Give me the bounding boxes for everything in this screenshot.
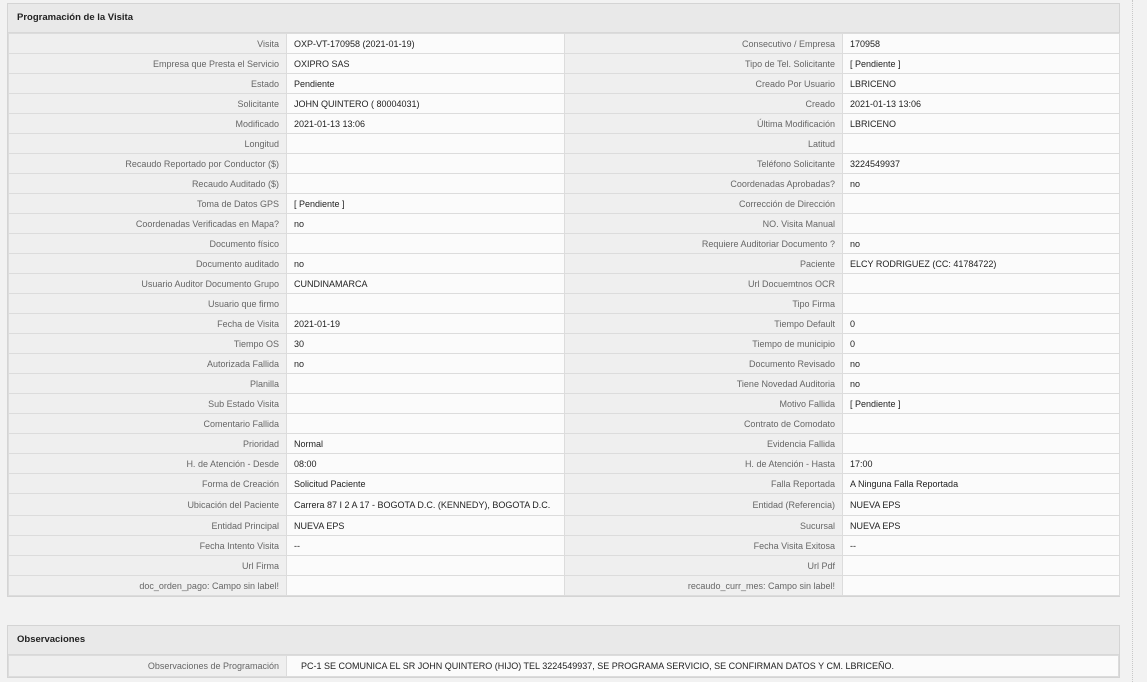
detail-row [9, 354, 1120, 374]
detail-row [9, 174, 1120, 194]
field-value: NUEVA EPS [843, 516, 1120, 536]
field-label: Fecha de Visita [9, 314, 287, 334]
detail-row [9, 194, 1120, 214]
field-value: 0 [843, 314, 1120, 334]
detail-row [9, 94, 1120, 114]
field-value [843, 576, 1120, 596]
field-value: 2021-01-13 13:06 [287, 114, 565, 134]
field-value [287, 556, 565, 576]
detail-row [9, 494, 1120, 516]
field-label: Comentario Fallida [9, 414, 287, 434]
field-label: Recaudo Auditado ($) [9, 174, 287, 194]
field-label: Autorizada Fallida [9, 354, 287, 374]
detail-row [9, 434, 1120, 454]
detail-row [9, 454, 1120, 474]
field-value: Solicitud Paciente [287, 474, 565, 494]
field-value: -- [843, 536, 1120, 556]
field-value: OXIPRO SAS [287, 54, 565, 74]
field-value: Normal [287, 434, 565, 454]
field-value [843, 274, 1120, 294]
field-label: Coordenadas Aprobadas? [565, 174, 843, 194]
detail-row [9, 74, 1120, 94]
dotted-scroll-guide [1132, 0, 1133, 682]
field-value: 08:00 [287, 454, 565, 474]
field-label: Url Docuemtnos OCR [565, 274, 843, 294]
detail-row [9, 134, 1120, 154]
field-value [287, 234, 565, 254]
field-label: Fecha Visita Exitosa [565, 536, 843, 556]
field-value: no [843, 174, 1120, 194]
field-label: Usuario que firmo [9, 294, 287, 314]
field-label: Teléfono Solicitante [565, 154, 843, 174]
field-value: no [287, 354, 565, 374]
field-label: Modificado [9, 114, 287, 134]
field-label: Url Firma [9, 556, 287, 576]
field-value: A Ninguna Falla Reportada [843, 474, 1120, 494]
field-label: Sucursal [565, 516, 843, 536]
field-label: Coordenadas Verificadas en Mapa? [9, 214, 287, 234]
field-value: 30 [287, 334, 565, 354]
field-label: Tiempo de municipio [565, 334, 843, 354]
field-label: Contrato de Comodato [565, 414, 843, 434]
programacion-panel [7, 3, 1120, 597]
field-label: Falla Reportada [565, 474, 843, 494]
field-value [287, 134, 565, 154]
detail-row [9, 254, 1120, 274]
detail-row [9, 34, 1120, 54]
field-label: Visita [9, 34, 287, 54]
field-label: Sub Estado Visita [9, 394, 287, 414]
observaciones-panel [7, 625, 1120, 678]
field-label: Creado [565, 94, 843, 114]
field-label: Evidencia Fallida [565, 434, 843, 454]
field-label: Url Pdf [565, 556, 843, 576]
detail-row [9, 516, 1120, 536]
field-label: doc_orden_pago: Campo sin label! [9, 576, 287, 596]
field-value [287, 374, 565, 394]
field-label: Longitud [9, 134, 287, 154]
detail-row [9, 474, 1120, 494]
field-value [287, 294, 565, 314]
field-label: Fecha Intento Visita [9, 536, 287, 556]
field-value: 170958 [843, 34, 1120, 54]
field-value: Pendiente [287, 74, 565, 94]
field-label: Tiempo OS [9, 334, 287, 354]
field-value: [ Pendiente ] [843, 54, 1120, 74]
field-value: LBRICENO [843, 114, 1120, 134]
field-value: 2021-01-19 [287, 314, 565, 334]
field-label: Creado Por Usuario [565, 74, 843, 94]
field-value [287, 394, 565, 414]
field-label: Documento físico [9, 234, 287, 254]
field-label: Latitud [565, 134, 843, 154]
field-value: LBRICENO [843, 74, 1120, 94]
field-value: OXP-VT-170958 (2021-01-19) [287, 34, 565, 54]
detail-row [9, 294, 1120, 314]
field-value: no [287, 254, 565, 274]
field-label: Forma de Creación [9, 474, 287, 494]
field-label: Planilla [9, 374, 287, 394]
field-value: no [843, 234, 1120, 254]
field-label: Entidad Principal [9, 516, 287, 536]
field-label: H. de Atención - Hasta [565, 454, 843, 474]
field-label: Prioridad [9, 434, 287, 454]
detail-row [9, 114, 1120, 134]
observaciones-table [8, 655, 1119, 677]
field-label: H. de Atención - Desde [9, 454, 287, 474]
field-label: Tipo Firma [565, 294, 843, 314]
field-value: Carrera 87 I 2 A 17 - BOGOTA D.C. (KENNEDY), BOGOTA D.C. [287, 494, 565, 516]
field-label: Documento auditado [9, 254, 287, 274]
field-label: Requiere Auditoriar Documento ? [565, 234, 843, 254]
field-value: 3224549937 [843, 154, 1120, 174]
detail-row [9, 556, 1120, 576]
field-value: [ Pendiente ] [287, 194, 565, 214]
observaciones-label: Observaciones de Programación [9, 656, 287, 677]
field-value [287, 414, 565, 434]
field-label: Solicitante [9, 94, 287, 114]
field-label: Consecutivo / Empresa [565, 34, 843, 54]
field-label: Toma de Datos GPS [9, 194, 287, 214]
field-label: Última Modificación [565, 114, 843, 134]
field-value [287, 576, 565, 596]
field-value [287, 174, 565, 194]
observaciones-title: Observaciones [8, 626, 1119, 655]
programacion-table [8, 33, 1120, 596]
field-label: recaudo_curr_mes: Campo sin label! [565, 576, 843, 596]
field-value: no [843, 354, 1120, 374]
field-value: 2021-01-13 13:06 [843, 94, 1120, 114]
field-label: NO. Visita Manual [565, 214, 843, 234]
field-value [843, 556, 1120, 576]
field-label: Tiempo Default [565, 314, 843, 334]
field-value [843, 194, 1120, 214]
field-label: Documento Revisado [565, 354, 843, 374]
field-value: JOHN QUINTERO ( 80004031) [287, 94, 565, 114]
detail-row [9, 314, 1120, 334]
field-label: Estado [9, 74, 287, 94]
field-value: no [287, 214, 565, 234]
field-value: [ Pendiente ] [843, 394, 1120, 414]
detail-row [9, 536, 1120, 556]
detail-row [9, 374, 1120, 394]
field-value [843, 434, 1120, 454]
field-value: 17:00 [843, 454, 1120, 474]
observaciones-value: PC-1 SE COMUNICA EL SR JOHN QUINTERO (HIJO) TEL 3224549937, SE PROGRAMA SERVICIO, SE CONFIRMAN DATOS Y CM. LBRICEÑO. [287, 656, 1119, 677]
field-label: Entidad (Referencia) [565, 494, 843, 516]
programacion-title: Programación de la Visita [8, 4, 1119, 33]
detail-row [9, 214, 1120, 234]
field-label: Recaudo Reportado por Conductor ($) [9, 154, 287, 174]
field-value [843, 294, 1120, 314]
field-label: Corrección de Dirección [565, 194, 843, 214]
field-value: NUEVA EPS [287, 516, 565, 536]
detail-row [9, 394, 1120, 414]
detail-row [9, 414, 1120, 434]
field-value [843, 214, 1120, 234]
field-value: no [843, 374, 1120, 394]
detail-row [9, 54, 1120, 74]
field-label: Tipo de Tel. Solicitante [565, 54, 843, 74]
field-label: Ubicación del Paciente [9, 494, 287, 516]
field-value: -- [287, 536, 565, 556]
field-value: NUEVA EPS [843, 494, 1120, 516]
detail-row [9, 334, 1120, 354]
field-label: Usuario Auditor Documento Grupo [9, 274, 287, 294]
field-label: Tiene Novedad Auditoria [565, 374, 843, 394]
field-value [287, 154, 565, 174]
detail-row [9, 154, 1120, 174]
field-label: Motivo Fallida [565, 394, 843, 414]
field-value: ELCY RODRIGUEZ (CC: 41784722) [843, 254, 1120, 274]
field-value: CUNDINAMARCA [287, 274, 565, 294]
observaciones-row [9, 656, 1119, 677]
field-label: Empresa que Presta el Servicio [9, 54, 287, 74]
field-label: Paciente [565, 254, 843, 274]
field-value [843, 414, 1120, 434]
field-value: 0 [843, 334, 1120, 354]
field-value [843, 134, 1120, 154]
detail-row [9, 234, 1120, 254]
detail-row [9, 274, 1120, 294]
detail-row [9, 576, 1120, 596]
